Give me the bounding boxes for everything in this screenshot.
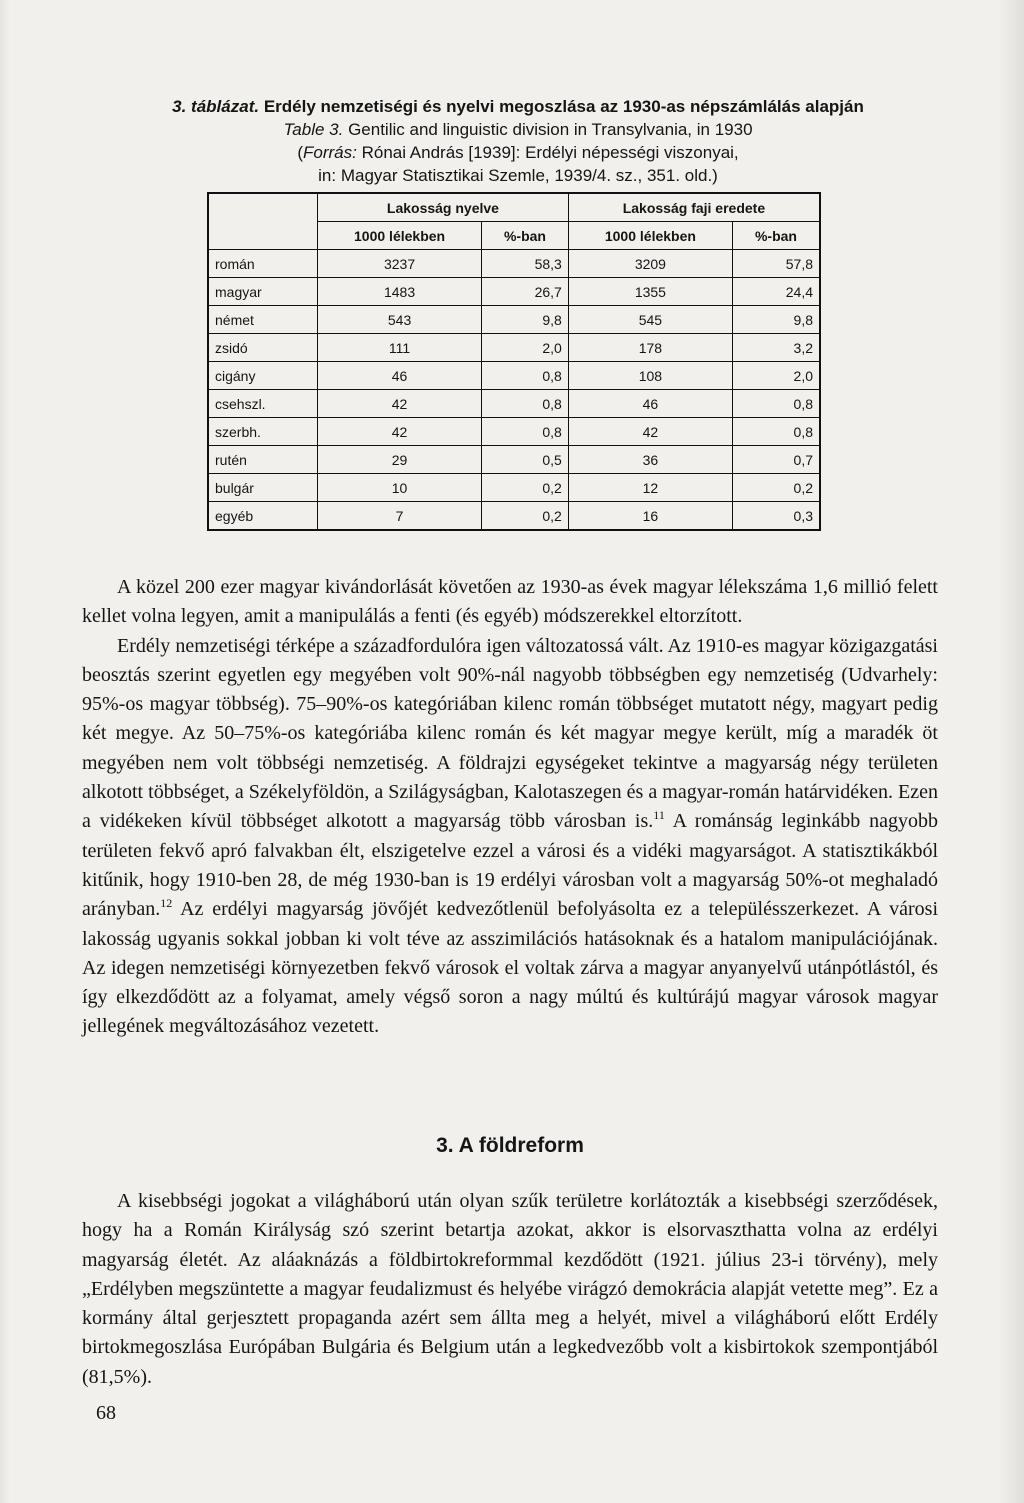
footnote-ref: 12 (160, 896, 173, 911)
table-cell: 3209 (568, 250, 732, 278)
table-cell: 3,2 (732, 334, 820, 362)
table-cell: 9,8 (482, 306, 569, 334)
paragraph: A közel 200 ezer magyar kivándorlását követően az 1930-as évek magyar lélekszáma 1,6 millió felett kellet volna legyen, amit a manipulálás a fenti (és egyéb) módszerekkel eltorzított. (82, 576, 938, 628)
page-edge-left (0, 0, 10, 1503)
table-cell: 0,8 (732, 418, 820, 446)
table-cell: 10 (318, 474, 482, 502)
row-label: német (208, 306, 318, 334)
table-cell: 26,7 (482, 278, 569, 306)
table-cell: 29 (318, 446, 482, 474)
table-cell: 0,7 (732, 446, 820, 474)
table-cell: 0,8 (482, 418, 569, 446)
population-table (207, 192, 821, 531)
sub-header: 1000 lélekben (318, 222, 482, 250)
table-cell: 3237 (318, 250, 482, 278)
sub-header: %-ban (482, 222, 569, 250)
table-cell: 543 (318, 306, 482, 334)
sub-header: %-ban (732, 222, 820, 250)
table-row (208, 446, 820, 474)
table-cell: 0,8 (482, 362, 569, 390)
table-row (208, 306, 820, 334)
table-cell: 42 (318, 418, 482, 446)
table-cell: 0,3 (732, 502, 820, 531)
row-label: magyar (208, 278, 318, 306)
caption-title-en: Table 3. Gentilic and linguistic division in Transylvania, in 1930 (283, 120, 753, 139)
footnote-ref: 11 (653, 808, 665, 823)
table-cell: 0,5 (482, 446, 569, 474)
table-corner-cell (208, 193, 318, 250)
sub-header: 1000 lélekben (568, 222, 732, 250)
paragraph: Erdély nemzetiségi térképe a századfordulóra igen változatossá vált. Az 1910-es magyar közigazgatási beosztás szerint egyetlen egy megyében volt 90%-nál nagyobb többségben egy nemzetiség (Udvarhely: 95%-os magyar többség). 75–90%-os kategóriában kilenc román többséget mutatott négy, magyart pedig két megye. Az 50–75%-os kategóriába kilenc román és két magyar megye került, míg a maradék öt megyében nem volt többségi nemzetiség. A földrajzi egységeket tekintve a magyarság négy területen alkotott többséget, a Székelyföldön, a Szilágyságban, Kalotaszegen és a magyar-román határvidéken. Ezen a vidékeken kívül többséget alkotott a magyarság több városban is.$^{11}$ A románság leginkább nagyobb területen fekvő apró falvakban élt, elszigetelve ezzel a városi és a vidéki magyarságot. A statisztikákból kitűnik, hogy 1910-ben 28, de még 1930-ban is 19 erdélyi városban volt a magyarság 50%-ot meghaladó arányban.$^{12}$ Az erdélyi magyarság jövőjét kedvezőtlenül befolyásolta ez a településszerkezet. A városi lakosság ugyanis sokkal jobban ki volt téve az asszimilációs hatásoknak és a hatalom manipulációjának. Az idegen nemzetiségi környezetben fekvő városok el voltak zárva a magyar anyanyelvű utánpótlástól, és így elkezdődött az a folyamat, amely végső soron a nagy múltú és kultúrájú magyar városok magyar jellegének megváltozásához vezetett. (82, 634, 938, 1038)
table-cell: 178 (568, 334, 732, 362)
table-cell: 111 (318, 334, 482, 362)
table-group-header-row (208, 193, 820, 222)
group-header-language: Lakosság nyelve (318, 193, 569, 222)
table-cell: 0,2 (482, 502, 569, 531)
table-row (208, 390, 820, 418)
table-caption (118, 95, 918, 187)
table-cell: 0,8 (732, 390, 820, 418)
table-cell: 46 (318, 362, 482, 390)
table-row (208, 418, 820, 446)
table-cell: 16 (568, 502, 732, 531)
page-number: 68 (96, 1402, 116, 1424)
row-label: egyéb (208, 502, 318, 531)
table-row (208, 250, 820, 278)
table-row (208, 502, 820, 531)
paragraph: A kisebbségi jogokat a világháború után olyan szűk területre korlátozták a kisebbségi szerződések, hogy ha a Román Királyság szó szerint betartja azokat, akkor is elsorvaszthatta volna az erdélyi magyarság életét. Az aláaknázás a földbirtokreformmal kezdődött (1921. július 23-i törvény), mely „Erdélyben megszüntette a magyar feudalizmust és helyébe virágzó demokrácia alapját vetette meg”. Ez a kormány által gerjesztett propaganda azért sem állta meg a helyét, mivel a világháború előtt Erdély birtokmegoszlása Európában Bulgária és Belgium után a legkedvezőbb volt a kisbirtokok szempontjából (81,5%). (82, 1190, 938, 1388)
row-label: szerbh. (208, 418, 318, 446)
table-cell: 2,0 (732, 362, 820, 390)
table-cell: 7 (318, 502, 482, 531)
table-cell: 42 (568, 418, 732, 446)
table-row (208, 474, 820, 502)
row-label: román (208, 250, 318, 278)
table-cell: 12 (568, 474, 732, 502)
table-cell: 1483 (318, 278, 482, 306)
table-cell: 0,2 (482, 474, 569, 502)
table-cell: 24,4 (732, 278, 820, 306)
row-label: rutén (208, 446, 318, 474)
table-cell: 58,3 (482, 250, 569, 278)
table-cell: 9,8 (732, 306, 820, 334)
row-label: bulgár (208, 474, 318, 502)
table-cell: 36 (568, 446, 732, 474)
page-edge-right (998, 0, 1024, 1503)
table-cell: 0,2 (732, 474, 820, 502)
body-text-section (82, 1187, 938, 1392)
table-cell: 545 (568, 306, 732, 334)
caption-source: (Forrás: Rónai András [1939]: Erdélyi népességi viszonyai, (297, 143, 739, 162)
row-label: cigány (208, 362, 318, 390)
table-row (208, 334, 820, 362)
caption-title-hu: 3. táblázat. Erdély nemzetiségi és nyelvi megoszlása az 1930-as népszámlálás alapján (172, 97, 864, 116)
table-cell: 1355 (568, 278, 732, 306)
table-row (208, 278, 820, 306)
row-label: csehszl. (208, 390, 318, 418)
table-cell: 108 (568, 362, 732, 390)
row-label: zsidó (208, 334, 318, 362)
table-cell: 46 (568, 390, 732, 418)
body-text (82, 573, 938, 1042)
caption-source-line2: in: Magyar Statisztikai Szemle, 1939/4. sz., 351. old.) (318, 166, 718, 185)
table-cell: 57,8 (732, 250, 820, 278)
table-cell: 42 (318, 390, 482, 418)
section-heading: 3. A földreform (436, 1134, 584, 1157)
table-row (208, 362, 820, 390)
table-cell: 2,0 (482, 334, 569, 362)
group-header-origin: Lakosság faji eredete (568, 193, 820, 222)
table-cell: 0,8 (482, 390, 569, 418)
